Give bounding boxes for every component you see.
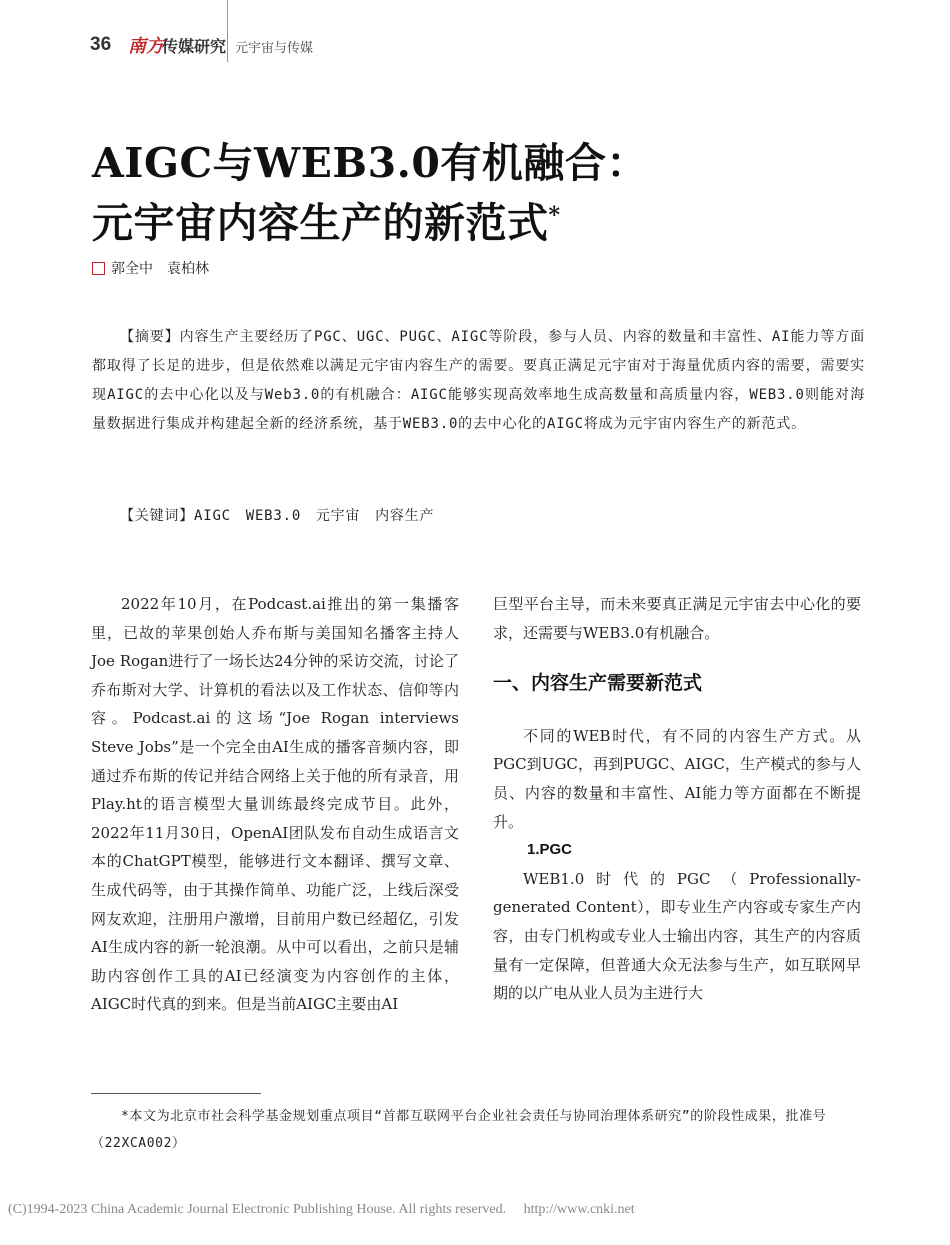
subsection-heading: 1.PGC bbox=[527, 841, 573, 859]
body-paragraph: 不同的WEB时代，有不同的内容生产方式。从PGC到UGC，再到PUGC、AIGC，生产模式的参与人员、内容的数量和丰富性、AI能力等方面都在不断提升。 bbox=[493, 726, 861, 831]
article-title-line-2 bbox=[92, 190, 561, 249]
journal-name: 传媒研究 bbox=[162, 37, 227, 56]
title-text: 元宇宙内容生产的新范式 bbox=[92, 199, 549, 247]
footnote-rule bbox=[91, 1093, 261, 1094]
header-divider bbox=[227, 0, 228, 62]
section-heading: 一、内容生产需要新范式 bbox=[493, 672, 703, 695]
body-paragraph: 2022年10月，在Podcast.ai推出的第一集播客里，已故的苹果创始人乔布斯与美国知名播客主持人Joe Rogan进行了一场长达24分钟的采访交流，讨论了乔布斯对大学、计算机的看法以及工作状态、信仰等内容。Podcast.ai的这场“Joe Rogan interviews Steve Jobs”是一个完全由AI生成的播客音频内容，即通过乔布斯的传记并结合网络上关于他的所有录音，用Play.ht的语言模型大量训练最终完成节目。此外，2022年11月30日，OpenAI团队发布自动生成语言文本的ChatGPT模型，能够进行文本翻译、撰写文章、生成代码等，由于其操作简单、功能广泛，上线后深受网友欢迎，注册用户激增，目前用户数已经超亿，引发AI生成内容的新一轮浪潮。从中可以看出，之前只是辅助内容创作工具的AI已经演变为内容创作的主体，AIGC时代真的到来。但是当前AIGC主要由AI bbox=[91, 595, 459, 1014]
body-paragraph: WEB1.0时代的PGC（Professionally-generated Content），即专业生产内容或专家生产内容，由专门机构或专业人士输出内容，其生产的内容质量有一定保障，但普通大众无法参与生产，如互联网早期的以广电从业人员为主进行大 bbox=[493, 869, 861, 1003]
keywords: 【关键词】AIGC WEB3.0 元宇宙 内容生产 bbox=[120, 508, 435, 524]
body-paragraph: 巨型平台主导，而未来要真正满足元宇宙去中心化的要求，还需要与WEB3.0有机融合。 bbox=[493, 595, 861, 642]
journal-logo: 南方 bbox=[128, 36, 164, 57]
title-footnote-mark: * bbox=[548, 202, 561, 229]
authors: 郭全中 袁柏林 bbox=[111, 261, 209, 277]
article-title-line-1: AIGC与WEB3.0有机融合： bbox=[92, 139, 648, 187]
copyright-line: (C)1994-2023 China Academic Journal Electronic Publishing House. All rights reserved. http://www.cnki.net bbox=[8, 1202, 635, 1217]
page-number: 36 bbox=[90, 34, 112, 55]
abstract: 【摘要】内容生产主要经历了PGC、UGC、PUGC、AIGC等阶段，参与人员、内容的数量和丰富性、AI能力等方面都取得了长足的进步，但是依然难以满足元宇宙内容生产的需要。要真正满足元宇宙对于海量优质内容的需要，需要实现AIGC的去中心化以及与Web3.0的有机融合：AIGC能够实现高效率地生成高数量和高质量内容，WEB3.0则能对海量数据进行集成并构建起全新的经济系统，基于WEB3.0的去中心化的AIGC将成为元宇宙内容生产的新范式。 bbox=[92, 329, 865, 432]
body-column-right bbox=[493, 590, 861, 1008]
section-label: 元宇宙与传媒 bbox=[235, 41, 314, 56]
author-box-icon bbox=[92, 262, 105, 275]
footnote: *本文为北京市社会科学基金规划重点项目“首都互联网平台企业社会责任与协同治理体系研究”的阶段性成果，批准号（22XCA002） bbox=[91, 1109, 827, 1151]
body-column-left bbox=[91, 590, 459, 1019]
